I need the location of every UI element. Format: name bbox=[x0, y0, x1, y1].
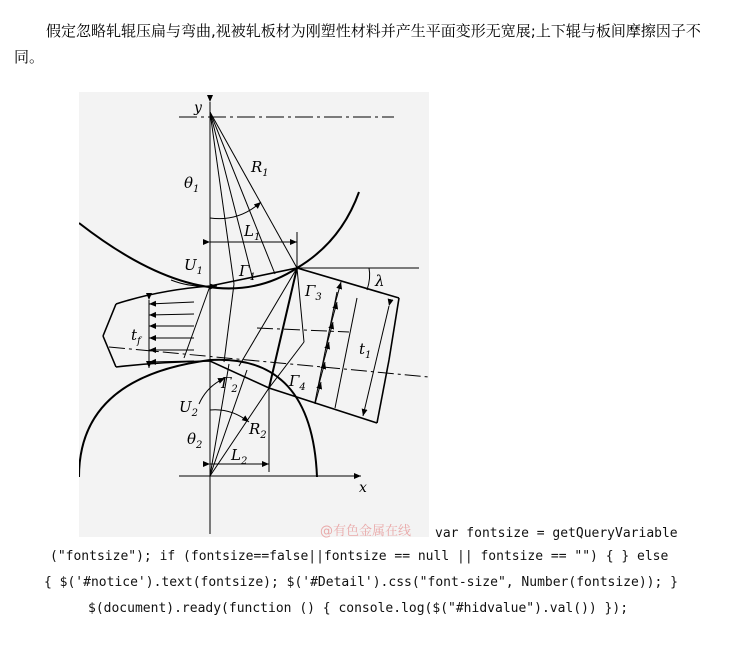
gamma1-line bbox=[184, 286, 210, 358]
gamma-line bbox=[224, 284, 234, 362]
label-U1: $U_1$ bbox=[184, 256, 204, 277]
label-U2: $U_2$ bbox=[179, 398, 199, 419]
entry-arrow bbox=[149, 302, 194, 304]
label-gamma1: $\Gamma_1$ bbox=[239, 262, 256, 283]
lambda-arc bbox=[367, 268, 370, 290]
label-t1: $t_1$ bbox=[359, 340, 372, 361]
label-L1: $L_1$ bbox=[244, 222, 261, 243]
rolling-diagram bbox=[79, 92, 429, 537]
label-R1: $R_1$ bbox=[251, 158, 269, 179]
plate-left-end-2 bbox=[103, 336, 116, 367]
watermark: @有色金属在线 bbox=[320, 524, 412, 539]
plate-right-end-2 bbox=[377, 360, 389, 423]
intro-paragraph: 假定忽略轧辊压扁与弯曲,视被轧板材为刚塑性材料并产生平面变形无宽展;上下辊与板间摩擦因子不同。 bbox=[14, 22, 701, 66]
label-x: x bbox=[359, 480, 367, 496]
code-line: { $('#notice').text(fontsize); $('#Detail').css("font-size", Number(fontsize)); } bbox=[44, 575, 678, 590]
plate-right-end bbox=[389, 298, 399, 360]
upper-ray bbox=[210, 112, 275, 274]
label-tf: $t_f$ bbox=[131, 326, 141, 347]
label-theta1: $\theta_1$ bbox=[184, 174, 200, 195]
label-y: y bbox=[194, 100, 202, 116]
code-line: var fontsize = getQueryVariable bbox=[435, 526, 678, 541]
code-line: ("fontsize"); if (fontsize==false||fontsize == null || fontsize == "") { } else bbox=[50, 549, 669, 564]
label-lambda: λ bbox=[375, 272, 385, 290]
exit-arrow bbox=[335, 282, 341, 304]
gamma-line bbox=[297, 268, 304, 342]
R1-line bbox=[210, 112, 297, 268]
exit-bar bbox=[315, 292, 337, 402]
t1-dimension bbox=[363, 306, 389, 416]
code-line: $(document).ready(function () { console.log($("#hidvalue").val()) }); bbox=[88, 601, 629, 616]
label-gamma4: $\Gamma_4$ bbox=[289, 372, 306, 393]
label-L2: $L_2$ bbox=[231, 446, 248, 467]
upper-ray bbox=[210, 112, 234, 284]
label-R2: $R_2$ bbox=[249, 420, 267, 441]
plate-left-end bbox=[103, 304, 116, 336]
entry-arrow bbox=[149, 314, 194, 315]
exit-bar bbox=[335, 298, 357, 408]
label-theta2: $\theta_2$ bbox=[187, 430, 203, 451]
upper-ray bbox=[210, 112, 253, 280]
rolling-diagram-svg bbox=[79, 92, 429, 537]
label-gamma3: $\Gamma_3$ bbox=[305, 282, 322, 303]
label-gamma2: $\Gamma_2$ bbox=[221, 374, 238, 395]
